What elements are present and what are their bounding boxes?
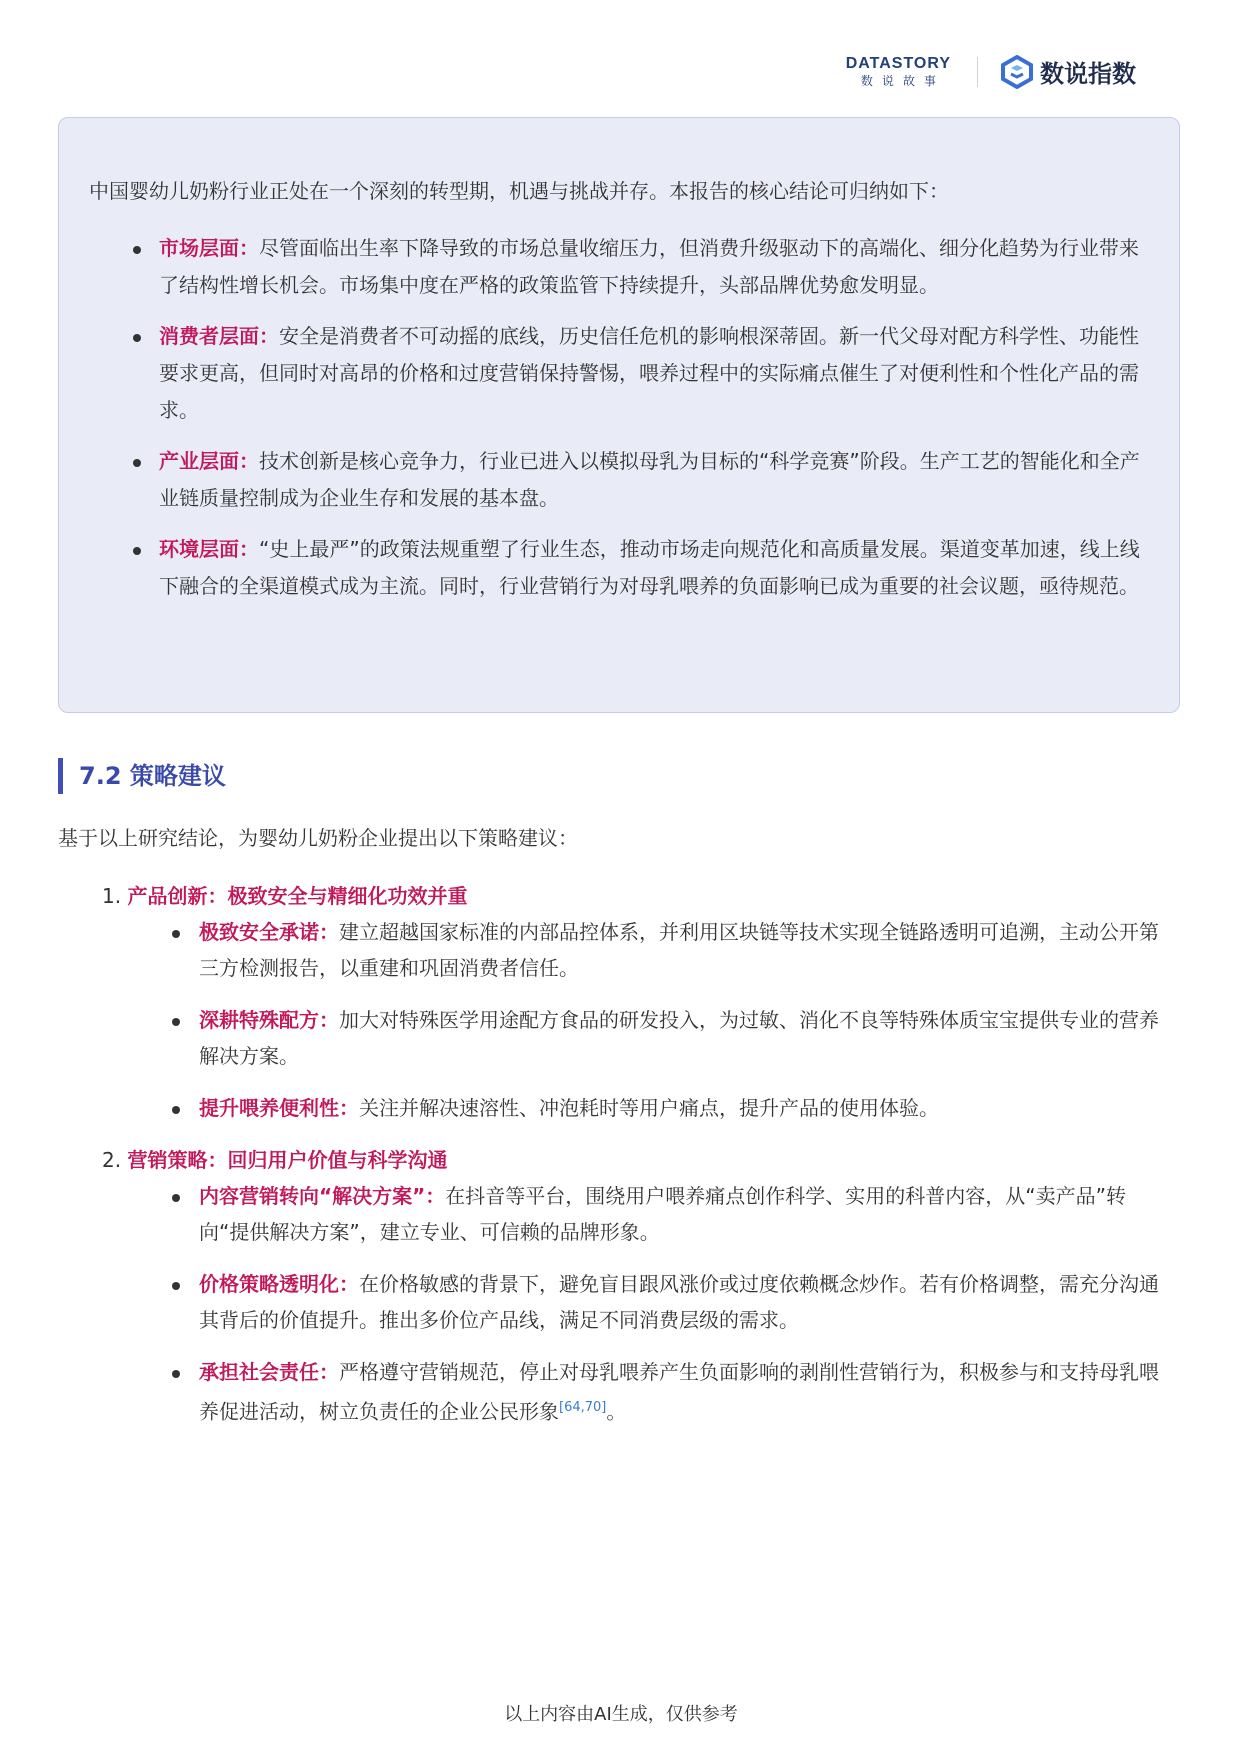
item-label: 价格策略透明化： [199,1272,359,1296]
summary-item-label: 产业层面： [159,449,259,473]
summary-item-market [89,230,1143,304]
section-title: 7.2 策略建议 [58,758,226,794]
item-label: 提升喂养便利性： [199,1096,359,1120]
bullet-dot [172,930,180,938]
bullet-dot [133,459,141,467]
summary-item-consumer [89,318,1143,429]
list-item [58,1002,1168,1074]
item-text-tail: 。 [606,1399,627,1424]
datastory-subtitle: 数说故事 [860,73,945,88]
brand-name: 数说指数 [1040,60,1136,88]
bullet-dot [172,1194,180,1202]
brand-hexagon-icon [1000,55,1034,89]
item-text: 在价格敏感的背景下，避免盲目跟风涨价或过度依赖概念炒作。若有价格调整，需充分沟通其背后的价值提升。推出多价位产品线，满足不同消费层级的需求。 [199,1272,1159,1332]
summary-item-text: “史上最严”的政策法规重塑了行业生态，推动市场走向规范化和高质量发展。渠道变革加速，线上线下融合的全渠道模式成为主流。同时，行业营销行为对母乳喂养的负面影响已成为重要的社会议题，亟待规范。 [159,537,1140,598]
list-item [58,1090,1168,1126]
summary-item-label: 市场层面： [159,236,259,260]
list-item [58,914,1168,986]
list-item [58,1354,1168,1430]
bullet-dot [172,1370,180,1378]
datastory-wordmark: DATASTORY [845,54,951,72]
strategy-sublist [58,1178,1168,1430]
item-text: 在抖音等平台，围绕用户喂养痛点创作科学、实用的科普内容，从“卖产品”转向“提供解决方案”，建立专业、可信赖的品牌形象。 [199,1184,1127,1244]
strategy-marketing [58,1142,1168,1430]
item-label: 极致安全承诺： [199,920,339,944]
summary-item-industry [89,443,1143,517]
strategy-number: 1. [102,884,122,908]
bullet-dot [133,334,141,342]
summary-intro: 中国婴幼儿奶粉行业正处在一个深刻的转型期，机遇与挑战并存。本报告的核心结论可归纳如下： [89,179,949,203]
strategy-heading [58,878,1168,914]
strategy-title: 产品创新：极致安全与精细化功效并重 [127,884,468,908]
bullet-dot [172,1282,180,1290]
summary-item-text: 尽管面临出生率下降导致的市场总量收缩压力，但消费升级驱动下的高端化、细分化趋势为行业带来了结构性增长机会。市场集中度在严格的政策监管下持续提升，头部品牌优势愈发明显。 [159,236,1139,297]
summary-item-text: 技术创新是核心竞争力，行业已进入以模拟母乳为目标的“科学竞赛”阶段。生产工艺的智能化和全产业链质量控制成为企业生存和发展的基本盘。 [159,449,1140,510]
strategy-heading [58,1142,1168,1178]
list-item [58,1178,1168,1250]
strategy-list [58,878,1168,1446]
ai-disclaimer-footer: 以上内容由AI生成，仅供参考 [504,1704,738,1725]
conclusion-summary-box [58,117,1180,713]
item-text: 建立超越国家标准的内部品控体系，并利用区块链等技术实现全链路透明可追溯，主动公开第三方检测报告，以重建和巩固消费者信任。 [199,920,1159,980]
summary-item-label: 环境层面： [159,537,259,561]
bullet-dot [172,1106,180,1114]
section-lead: 基于以上研究结论，为婴幼儿奶粉企业提出以下策略建议： [58,826,578,850]
summary-item-label: 消费者层面： [159,324,279,348]
strategy-number: 2. [102,1148,122,1172]
bullet-dot [172,1018,180,1026]
brand-logo [1000,54,1136,89]
citation-link[interactable]: [64,70] [559,1400,607,1415]
bullet-dot [133,246,141,254]
item-text: 严格遵守营销规范，停止对母乳喂养产生负面影响的剥削性营销行为，积极参与和支持母乳喂养促进活动，树立负责任的企业公民形象 [199,1360,1159,1424]
summary-item-text: 安全是消费者不可动摇的底线，历史信任危机的影响根深蒂固。新一代父母对配方科学性、功能性要求更高，但同时对高昂的价格和过度营销保持警惕，喂养过程中的实际痛点催生了对便利性和个性化产品的需求。 [159,324,1139,422]
item-label: 深耕特殊配方： [199,1008,339,1032]
item-text: 加大对特殊医学用途配方食品的研发投入，为过敏、消化不良等特殊体质宝宝提供专业的营养解决方案。 [199,1008,1159,1068]
strategy-product [58,878,1168,1126]
list-item [58,1266,1168,1338]
page-header [846,54,1136,89]
strategy-sublist [58,914,1168,1126]
summary-item-environment [89,531,1143,605]
datastory-logo [846,55,951,89]
header-divider [977,57,978,87]
bullet-dot [133,547,141,555]
item-label: 承担社会责任： [199,1360,339,1384]
summary-list [89,230,1143,605]
item-text: 关注并解决速溶性、冲泡耗时等用户痛点，提升产品的使用体验。 [359,1096,939,1120]
item-label: 内容营销转向“解决方案”： [199,1184,446,1208]
strategy-title: 营销策略：回归用户价值与科学沟通 [127,1148,448,1172]
